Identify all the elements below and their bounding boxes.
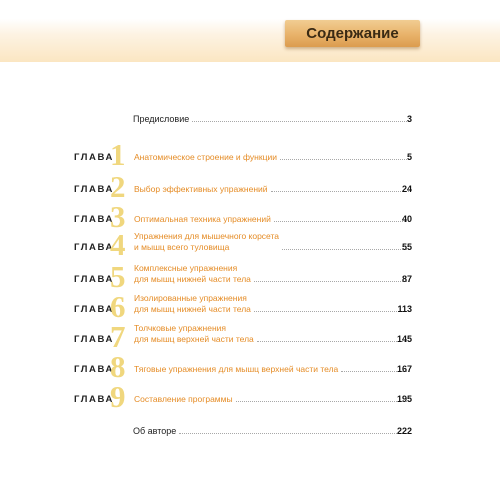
toc-row-chapter-6[interactable] — [0, 289, 500, 324]
toc-entry — [134, 214, 412, 225]
toc-entry-title: Упражнения для мышечного корсета и мышц всего туловища — [134, 231, 280, 252]
chapter-number: 7 — [110, 319, 126, 354]
toc-page-number: 24 — [401, 184, 412, 194]
chapter-number: 5 — [110, 259, 126, 294]
toc-page-number: 195 — [396, 394, 412, 404]
toc-row-chapter-4[interactable] — [0, 227, 500, 262]
toc-entry-title: Комплексные упражнения для мышц нижней части тела — [134, 263, 251, 284]
chapter-label: ГЛАВА — [74, 364, 114, 375]
toc-entry — [134, 394, 412, 405]
toc-entry — [134, 152, 412, 163]
dot-leader — [271, 191, 409, 192]
toc-entry — [134, 184, 412, 195]
chapter-label: ГЛАВА — [74, 274, 114, 285]
toc-row-chapter-9[interactable] — [0, 379, 500, 414]
dot-leader — [254, 311, 409, 312]
chapter-number: 4 — [110, 227, 126, 262]
toc-entry — [134, 323, 412, 344]
chapter-number: 3 — [110, 199, 126, 234]
dot-leader — [179, 433, 409, 434]
chapter-number: 8 — [110, 349, 126, 384]
toc-entry-title: Тяговые упражнения для мышц верхней части тела — [134, 363, 339, 374]
title-bar — [285, 20, 420, 47]
toc-entry — [134, 364, 412, 375]
toc-page-number: 113 — [397, 304, 412, 314]
toc-entry-title: Оптимальная техника упражнений — [134, 213, 271, 224]
toc-entry-title: Выбор эффективных упражнений — [134, 183, 268, 194]
toc-row-about[interactable] — [0, 414, 500, 444]
chapter-label: ГЛАВА — [74, 334, 114, 345]
toc-page-number: 40 — [401, 214, 412, 224]
dot-leader — [192, 121, 409, 122]
toc-page-number: 87 — [401, 274, 412, 284]
toc-entry-title: Об авторе — [133, 425, 177, 436]
toc-row-chapter-1[interactable] — [0, 137, 500, 172]
toc-row-chapter-7[interactable] — [0, 319, 500, 354]
header-band — [0, 0, 500, 62]
toc-row-chapter-2[interactable] — [0, 169, 500, 204]
toc-page-number: 3 — [406, 114, 412, 124]
toc-page-number: 145 — [396, 334, 412, 344]
toc-entry — [133, 114, 412, 125]
toc-page-number: 222 — [396, 426, 412, 436]
toc-row-chapter-3[interactable] — [0, 199, 500, 234]
chapter-label: ГЛАВА — [74, 394, 114, 405]
chapter-number: 9 — [110, 379, 126, 414]
toc-entry-title: Толчковые упражнения для мышц верхней части тела — [134, 323, 254, 344]
toc-page-number: 5 — [406, 152, 412, 162]
toc-page-number: 167 — [396, 364, 412, 374]
chapter-number: 6 — [110, 289, 126, 324]
toc-entry — [134, 231, 412, 252]
toc-entry-title: Составление программы — [134, 393, 233, 404]
toc-entry — [134, 263, 412, 284]
chapter-number: 2 — [110, 169, 126, 204]
dot-leader — [257, 341, 409, 342]
dot-leader — [274, 221, 409, 222]
dot-leader — [280, 159, 409, 160]
chapter-label: ГЛАВА — [74, 304, 114, 315]
toc-entry-title: Изолированные упражнения для мышц нижней части тела — [134, 293, 251, 314]
toc-entry-title: Анатомическое строение и функции — [134, 151, 277, 162]
dot-leader — [236, 401, 409, 402]
toc-page-number: 55 — [401, 242, 412, 252]
toc-entry — [133, 426, 412, 437]
page-title: Содержание — [306, 25, 399, 42]
chapter-label: ГЛАВА — [74, 152, 114, 163]
toc-entry-title: Предисловие — [133, 113, 190, 124]
chapter-label: ГЛАВА — [74, 242, 114, 253]
toc-entry — [134, 293, 412, 314]
dot-leader — [254, 281, 409, 282]
toc-row-chapter-8[interactable] — [0, 349, 500, 384]
toc-row-preface[interactable] — [0, 102, 500, 132]
chapter-label: ГЛАВА — [74, 214, 114, 225]
dot-leader — [282, 249, 409, 250]
toc-row-chapter-5[interactable] — [0, 259, 500, 294]
chapter-number: 1 — [110, 137, 126, 172]
chapter-label: ГЛАВА — [74, 184, 114, 195]
